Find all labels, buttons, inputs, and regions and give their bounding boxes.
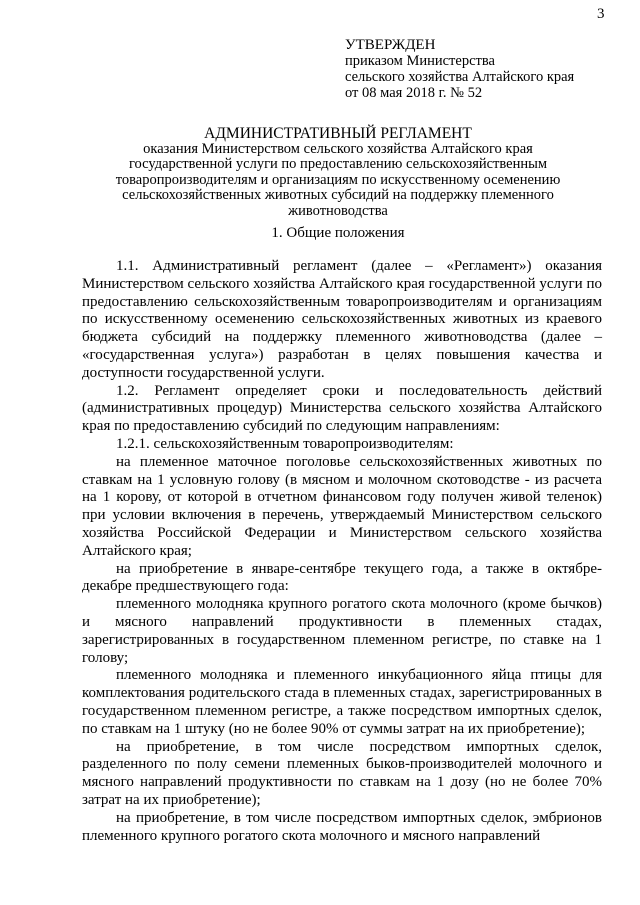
paragraph: на приобретение, в том числе посредством импортных сделок, разделенного по полу семени племенных быков-производителей молочного и мясного направлений продуктивности по ставкам на 1 дозу (но не более 70% затрат на их приобретение); [82, 738, 602, 808]
approval-line: приказом Министерства [345, 53, 495, 69]
paragraph: племенного молодняка и племенного инкубационного яйца птицы для комплектования родительского стада в племенных стадах, зарегистрированных в государственном племенном регистре, а также посредством импортных сделок, по ставкам на 1 штуку (но не более 90% от суммы затрат на их приобретение); [82, 667, 602, 737]
approval-line: сельского хозяйства Алтайского края [345, 69, 575, 85]
paragraph: на приобретение, в том числе посредством импортных сделок, эмбрионов племенного крупного рогатого скота молочного и мясного направлений [82, 809, 602, 844]
title-line: государственной услуги по предоставлению сельскохозяйственным [128, 156, 548, 172]
title-line: оказания Министерством сельского хозяйства Алтайского края [143, 140, 533, 157]
document-title [78, 126, 598, 219]
title-line: товаропроизводителям и организациям по искусственному осеменению [115, 171, 561, 188]
page-number: 3 [597, 6, 605, 22]
title-line: сельскохозяйственных животных субсидий на поддержку племенного [122, 187, 554, 203]
title-heading: АДМИНИСТРАТИВНЫЙ РЕГЛАМЕНТ [204, 125, 472, 142]
paragraph: племенного молодняка крупного рогатого скота молочного (кроме бычков) и мясного направлений продуктивности в племенных стадах, зарегистрированных в государственном племенном регистре, по ставке на 1 голову; [82, 596, 602, 666]
approval-line: от 08 мая 2018 г. № 52 [345, 85, 483, 101]
paragraph: на приобретение в январе-сентябре текущего года, а также в октябре-декабре предшествующего года: [82, 560, 602, 595]
paragraph: 1.2. Регламент определяет сроки и последовательность действий (административных процедур) Министерства сельского хозяйства Алтайского края по предоставлению субсидий по следующим направлениям: [82, 382, 602, 435]
paragraph: на племенное маточное поголовье сельскохозяйственных животных по ставкам на 1 условную голову (в мясном и молочном скотоводстве - из расчета на 1 корову, от которой в отчетном финансовом году получен живой теленок) при условии включения в перечень, утверждаемый Министерством сельского хозяйства Российской Федерации и Министерством сельского хозяйства Алтайского края; [82, 453, 602, 559]
paragraph: 1.2.1. сельскохозяйственным товаропроизводителям: [116, 435, 454, 452]
section-heading: 1. Общие положения [271, 225, 405, 241]
approval-stamp [345, 37, 574, 101]
title-line: животноводства [288, 202, 388, 219]
paragraph: 1.1. Административный регламент (далее – «Регламент») оказания Министерством сельского хозяйства Алтайского края государственной услуги по предоставлению сельскохозяйственным товаропроизводителям и организациям по искусственному осеменению сельскохозяйственных животных из краевого бюджета субсидий на поддержку племенного животноводства (далее – «государственная услуга») разработан в целях повышения качества и доступности государственной услуги. [82, 258, 602, 381]
approval-label: УТВЕРЖДЕН [345, 37, 436, 53]
document-body [82, 258, 602, 845]
